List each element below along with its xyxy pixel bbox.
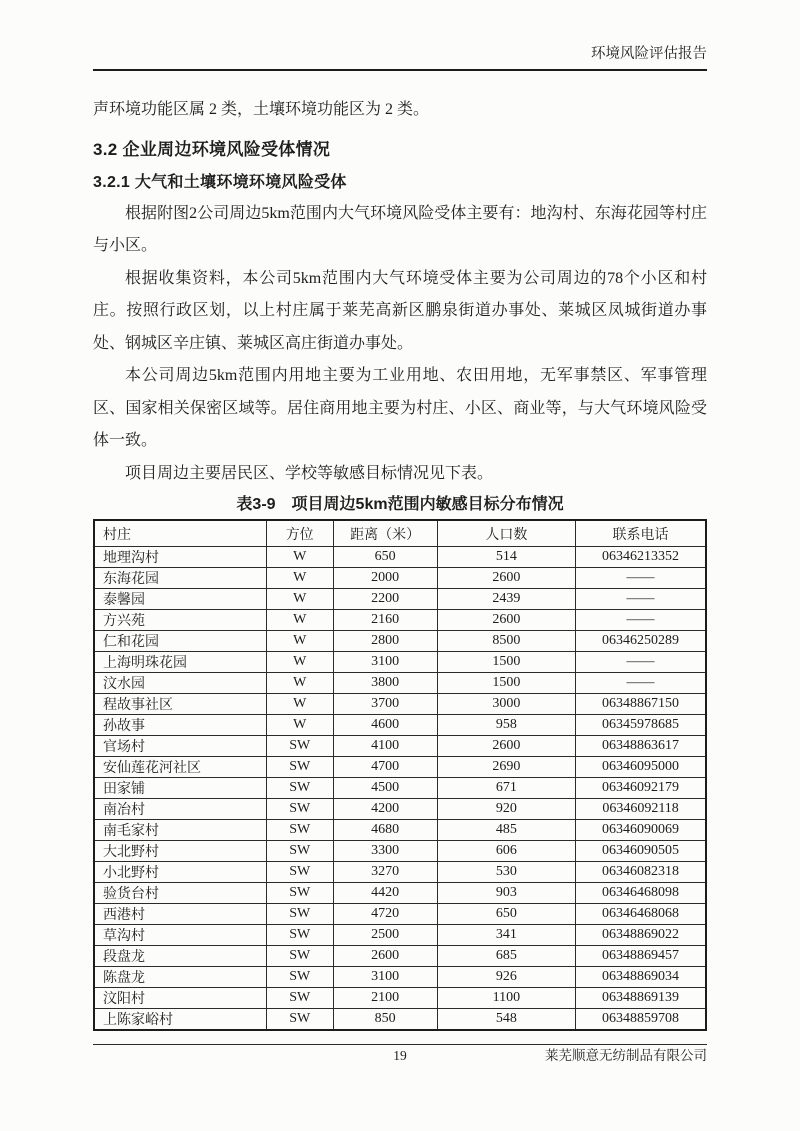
table-row: [94, 862, 706, 883]
table-cell: 650: [333, 547, 437, 568]
table-caption: 表3-9 项目周边5km范围内敏感目标分布情况: [236, 496, 564, 513]
table-cell: 650: [437, 904, 575, 925]
table-cell: 06348869022: [576, 925, 706, 946]
table-row: [94, 1009, 706, 1031]
table-cell: 06346468098: [576, 883, 706, 904]
table-cell: 程故事社区: [94, 694, 266, 715]
table-body: [94, 547, 706, 1031]
table-cell: ——: [576, 673, 706, 694]
table-cell: 920: [437, 799, 575, 820]
table-cell: ——: [576, 568, 706, 589]
table-row: [94, 883, 706, 904]
table-cell: SW: [266, 799, 333, 820]
table-cell: 仁和花园: [94, 631, 266, 652]
table-cell: 方兴苑: [94, 610, 266, 631]
table-cell: 小北野村: [94, 862, 266, 883]
table-cell: 4720: [333, 904, 437, 925]
table-cell: SW: [266, 925, 333, 946]
table-header-cell: 联系电话: [576, 520, 706, 547]
table-row: [94, 694, 706, 715]
table-cell: 南冶村: [94, 799, 266, 820]
table-cell: 2600: [437, 568, 575, 589]
table-cell: 东海花园: [94, 568, 266, 589]
table-cell: SW: [266, 862, 333, 883]
table-row: [94, 715, 706, 736]
table-header-cell: 方位: [266, 520, 333, 547]
table-cell: 06348869139: [576, 988, 706, 1009]
table-cell: 06348869034: [576, 967, 706, 988]
table-cell: 4500: [333, 778, 437, 799]
table-cell: 地理沟村: [94, 547, 266, 568]
footer-company: 莱芜顺意无纺制品有限公司: [545, 1048, 707, 1063]
table-cell: 341: [437, 925, 575, 946]
table-cell: 上海明珠花园: [94, 652, 266, 673]
table-cell: W: [266, 568, 333, 589]
table-cell: ——: [576, 610, 706, 631]
table-cell: 3270: [333, 862, 437, 883]
table-row: [94, 610, 706, 631]
table-header-cell: 人口数: [437, 520, 575, 547]
table-cell: W: [266, 631, 333, 652]
table-row: [94, 841, 706, 862]
table-cell: 3800: [333, 673, 437, 694]
table-cell: 06346092118: [576, 799, 706, 820]
table-cell: 草沟村: [94, 925, 266, 946]
table-header-cell: 村庄: [94, 520, 266, 547]
table-row: [94, 946, 706, 967]
table-row: [94, 967, 706, 988]
table-cell: SW: [266, 1009, 333, 1031]
table-cell: 06348863617: [576, 736, 706, 757]
footer-page-number: 19: [393, 1048, 407, 1063]
table-cell: 06346095000: [576, 757, 706, 778]
table-cell: 汶水园: [94, 673, 266, 694]
table-cell: SW: [266, 988, 333, 1009]
table-cell: 2600: [437, 610, 575, 631]
table-cell: ——: [576, 589, 706, 610]
table-cell: 548: [437, 1009, 575, 1031]
page-header: [93, 0, 707, 71]
table-row: [94, 673, 706, 694]
table-row: [94, 736, 706, 757]
table-cell: 06346250289: [576, 631, 706, 652]
table-cell: 大北野村: [94, 841, 266, 862]
table-cell: W: [266, 589, 333, 610]
table-cell: SW: [266, 778, 333, 799]
table-row: [94, 652, 706, 673]
table-row: [94, 799, 706, 820]
table-cell: 8500: [437, 631, 575, 652]
table-cell: 4680: [333, 820, 437, 841]
table-cell: 2600: [437, 736, 575, 757]
table-cell: 2160: [333, 610, 437, 631]
table-cell: W: [266, 652, 333, 673]
table-cell: 903: [437, 883, 575, 904]
table-row: [94, 988, 706, 1009]
table-cell: 泰馨园: [94, 589, 266, 610]
table-cell: 06348867150: [576, 694, 706, 715]
table-cell: 2800: [333, 631, 437, 652]
table-cell: 2600: [333, 946, 437, 967]
sensitive-targets-table: [93, 519, 707, 1031]
table-cell: 4200: [333, 799, 437, 820]
table-cell: 2439: [437, 589, 575, 610]
table-cell: SW: [266, 757, 333, 778]
table-cell: 2500: [333, 925, 437, 946]
table-head: [94, 520, 706, 547]
table-cell: 06346468068: [576, 904, 706, 925]
table-row: [94, 778, 706, 799]
table-row: [94, 925, 706, 946]
table-cell: 4420: [333, 883, 437, 904]
paragraph: 根据附图2公司周边5km范围内大气环境风险受体主要有：地沟村、东海花园等村庄与小区。: [93, 204, 707, 254]
table-cell: SW: [266, 904, 333, 925]
table-cell: 685: [437, 946, 575, 967]
table-cell: 514: [437, 547, 575, 568]
table-cell: 西港村: [94, 904, 266, 925]
table-cell: 陈盘龙: [94, 967, 266, 988]
table-cell: 06346090505: [576, 841, 706, 862]
section-heading: 3.2 企业周边环境风险受体情况: [93, 139, 331, 159]
table-cell: 2690: [437, 757, 575, 778]
table-cell: 06348859708: [576, 1009, 706, 1031]
table-cell: W: [266, 673, 333, 694]
table-cell: 4700: [333, 757, 437, 778]
paragraph: 本公司周边5km范围内用地主要为工业用地、农田用地，无军事禁区、军事管理区、国家相关保密区域等。居住商用地主要为村庄、小区、商业等，与大气环境风险受体一致。: [93, 367, 707, 449]
table-cell: 4100: [333, 736, 437, 757]
table-header-row: [94, 520, 706, 547]
table-cell: 958: [437, 715, 575, 736]
table-cell: 2200: [333, 589, 437, 610]
table-cell: 1500: [437, 673, 575, 694]
table-cell: 485: [437, 820, 575, 841]
table-cell: 926: [437, 967, 575, 988]
paragraph: 根据收集资料，本公司5km范围内大气环境受体主要为公司周边的78个小区和村庄。按照行政区划，以上村庄属于莱芜高新区鹏泉街道办事处、莱城区凤城街道办事处、钢城区辛庄镇、莱城区高庄街道办事处。: [93, 269, 707, 352]
paragraph-continuation: 声环境功能区属 2 类，土壤环境功能区为 2 类。: [93, 101, 430, 118]
table-row: [94, 820, 706, 841]
table-cell: 段盘龙: [94, 946, 266, 967]
table-cell: 3700: [333, 694, 437, 715]
table-cell: 上陈家峪村: [94, 1009, 266, 1031]
table-row: [94, 568, 706, 589]
table-cell: 3100: [333, 652, 437, 673]
table-cell: 官场村: [94, 736, 266, 757]
table-row: [94, 589, 706, 610]
table-cell: 530: [437, 862, 575, 883]
table-cell: W: [266, 715, 333, 736]
table-cell: 3300: [333, 841, 437, 862]
table-cell: 850: [333, 1009, 437, 1031]
table-cell: 验货台村: [94, 883, 266, 904]
paragraph: 项目周边主要居民区、学校等敏感目标情况见下表。: [125, 464, 494, 482]
table-cell: W: [266, 547, 333, 568]
table-row: [94, 757, 706, 778]
table-cell: 3000: [437, 694, 575, 715]
table-cell: 06346082318: [576, 862, 706, 883]
table-row: [94, 547, 706, 568]
table-cell: SW: [266, 967, 333, 988]
table-cell: 3100: [333, 967, 437, 988]
table-cell: 06346213352: [576, 547, 706, 568]
table-cell: 06346090069: [576, 820, 706, 841]
table-cell: 田家铺: [94, 778, 266, 799]
table-cell: 1500: [437, 652, 575, 673]
table-cell: 06346092179: [576, 778, 706, 799]
table-cell: 671: [437, 778, 575, 799]
document-body: [93, 94, 707, 1031]
header-title: 环境风险评估报告: [591, 46, 707, 62]
table-cell: 汶阳村: [94, 988, 266, 1009]
table-cell: W: [266, 610, 333, 631]
table-header-cell: 距离（米）: [333, 520, 437, 547]
table-row: [94, 631, 706, 652]
table-cell: SW: [266, 841, 333, 862]
table-cell: 安仙莲花河社区: [94, 757, 266, 778]
table-cell: 606: [437, 841, 575, 862]
page-footer: [93, 1044, 707, 1067]
table-cell: SW: [266, 946, 333, 967]
table-cell: 1100: [437, 988, 575, 1009]
table-cell: SW: [266, 820, 333, 841]
table-cell: 南毛家村: [94, 820, 266, 841]
table-cell: 06348869457: [576, 946, 706, 967]
table-cell: SW: [266, 736, 333, 757]
table-cell: ——: [576, 652, 706, 673]
table-cell: 2000: [333, 568, 437, 589]
table-cell: 2100: [333, 988, 437, 1009]
table-cell: 06345978685: [576, 715, 706, 736]
table-row: [94, 904, 706, 925]
table-cell: W: [266, 694, 333, 715]
table-cell: 4600: [333, 715, 437, 736]
table-cell: SW: [266, 883, 333, 904]
subsection-heading: 3.2.1 大气和土壤环境环境风险受体: [93, 173, 347, 191]
table-cell: 孙故事: [94, 715, 266, 736]
